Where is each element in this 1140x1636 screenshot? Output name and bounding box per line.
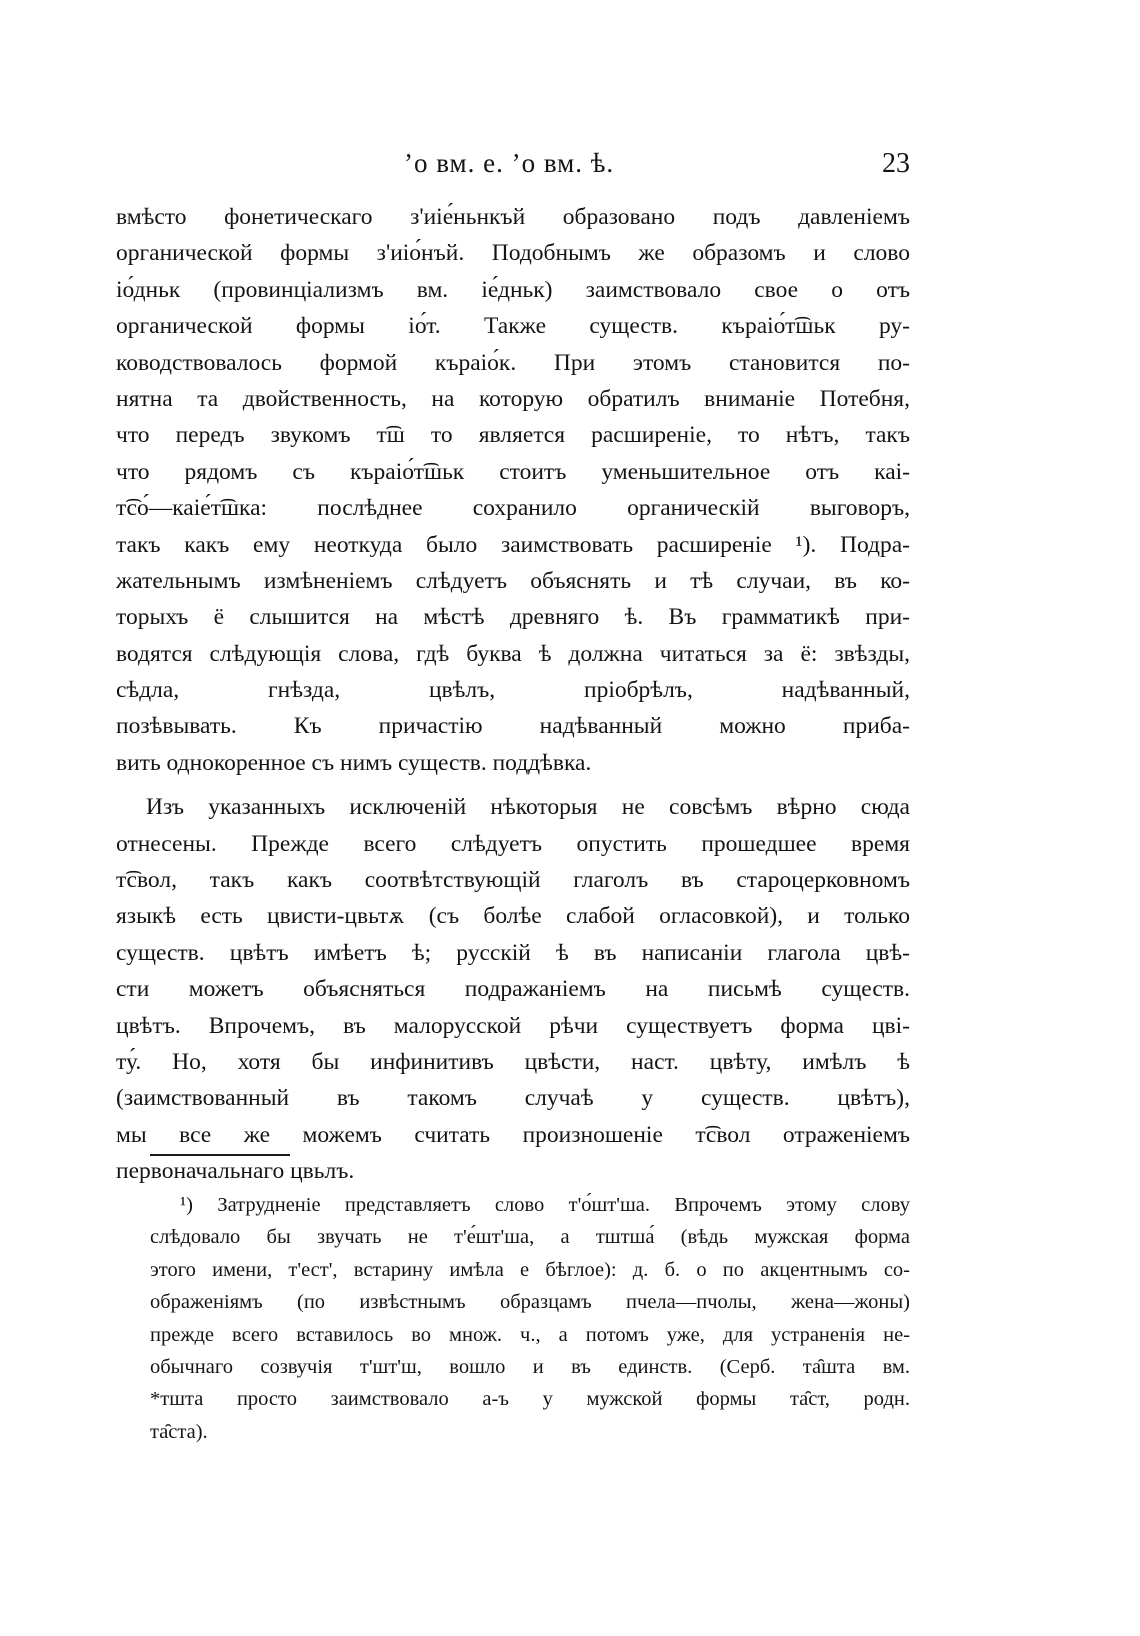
running-head — [116, 148, 910, 188]
footnote — [150, 1189, 910, 1448]
text-line: что рядомъ съ къраіо́т͡шьк стоитъ уменьшительное отъ каі- — [116, 458, 910, 485]
footnote-line: слѣдовало бы звучать не т'е́шт'ша, а тштша́ (вѣдь мужская форма — [150, 1226, 910, 1249]
footnote-line: *тшта просто заимствовало а-ъ у мужской формы та̑ст, родн. — [150, 1388, 910, 1411]
paragraph-gap — [116, 781, 910, 789]
footnote-line: ¹) Затрудненіе представляетъ слово т'о́шт'ша. Впрочемъ этому слову — [180, 1194, 910, 1216]
text-line: что передъ звукомъ т͡ш то является расширеніе, то нѣтъ, такъ — [116, 422, 910, 449]
text-line: вмѣсто фонетическаго з'иіе́ньнкъй образовано подъ давленіемъ — [116, 204, 910, 230]
text-line: торыхъ ё слышится на мѣстѣ древняго ѣ. Въ грамматикѣ при- — [116, 604, 910, 631]
text-line: языкѣ есть цвисти-цвьтѫ (съ болѣе слабой огласовкой), и только — [116, 903, 910, 930]
text-line: сѣдла, гнѣзда, цвѣлъ, пріобрѣлъ, надѣванный, — [116, 677, 910, 704]
text-line: вить однокоренное съ нимъ существ. поддѣвка. — [116, 749, 592, 776]
text-line: органической формы іо́т. Также существ. къраіо́т͡шьк ру- — [116, 313, 910, 340]
footnote-line: обычнаго созвучія т'шт'ш, вошло и въ единств. (Серб. та̑шта вм. — [150, 1355, 910, 1378]
paragraph-1 — [116, 199, 910, 781]
paragraph-2 — [116, 789, 910, 1189]
page-number: 23 — [882, 148, 910, 179]
text-line: т͡со́—каіе́т͡шка: послѣднее сохранило органическій выговоръ, — [116, 495, 910, 522]
text-line: ководствовалось формой къраіо́к. При этомъ становится по- — [116, 349, 910, 376]
footnote-line: та̑ста). — [150, 1420, 208, 1443]
text-line: т͡свол, такъ какъ соотвѣтствующій глаголъ въ староцерковномъ — [116, 867, 910, 894]
text-line: мы все же можемъ считать произношеніе т͡свол отраженіемъ — [116, 1121, 910, 1148]
footnote-divider — [150, 1154, 290, 1156]
text-line: сти можетъ объясняться подражаніемъ на письмѣ существ. — [116, 976, 910, 1003]
text-line: Изъ указанныхъ исключеній нѣкоторыя не совсѣмъ вѣрно сюда — [146, 794, 910, 821]
footnote-line: этого имени, т'ест', встарину имѣла е бѣглое): д. б. о по акцентнымъ со- — [150, 1258, 910, 1281]
text-line: іо́дньк (провинціализмъ вм. іе́дньк) заимствовало свое о отъ — [116, 276, 910, 303]
footnote-line: ображеніямъ (по извѣстнымъ образцамъ пчела—пчолы, жена—жоны) — [150, 1291, 910, 1314]
text-line: позѣвывать. Къ причастію надѣванный можно прибa- — [116, 713, 910, 740]
text-line: существ. цвѣтъ имѣетъ ѣ; русскій ѣ въ написаніи глагола цвѣ- — [116, 939, 910, 966]
text-line: такъ какъ ему неоткуда было заимствовать расширеніе ¹). Подра- — [116, 531, 910, 558]
text-line: водятся слѣдующія слова, гдѣ буква ѣ должна читаться за ё: звѣзды, — [116, 640, 910, 667]
text-line: отнесены. Прежде всего слѣдуетъ опустить прошедшее время — [116, 830, 910, 857]
text-line: нятна та двойственность, на которую обратилъ вниманіе Потебня, — [116, 385, 910, 412]
running-head-title: ’о вм. е. ’о вм. ѣ. — [404, 148, 615, 178]
text-line: жательнымъ измѣненіемъ слѣдуетъ объяснять и тѣ случаи, въ ко- — [116, 567, 910, 594]
text-line: органической формы з'иіо́нъй. Подобнымъ же образомъ и слово — [116, 240, 910, 267]
footnote-line: прежде всего вставилось во множ. ч., а потомъ уже, для устраненія не- — [150, 1323, 910, 1346]
text-line: ту́. Но, хотя бы инфинитивъ цвѣсти, наст. цвѣту, имѣлъ ѣ — [116, 1048, 910, 1075]
text-line: первоначальнаго цвьлъ. — [116, 1158, 355, 1185]
text-line: (заимствованный въ такомъ случаѣ у существ. цвѣтъ), — [116, 1085, 910, 1112]
body-text — [116, 199, 910, 1190]
text-line: цвѣтъ. Впрочемъ, въ малорусской рѣчи существуетъ форма цві- — [116, 1012, 910, 1039]
